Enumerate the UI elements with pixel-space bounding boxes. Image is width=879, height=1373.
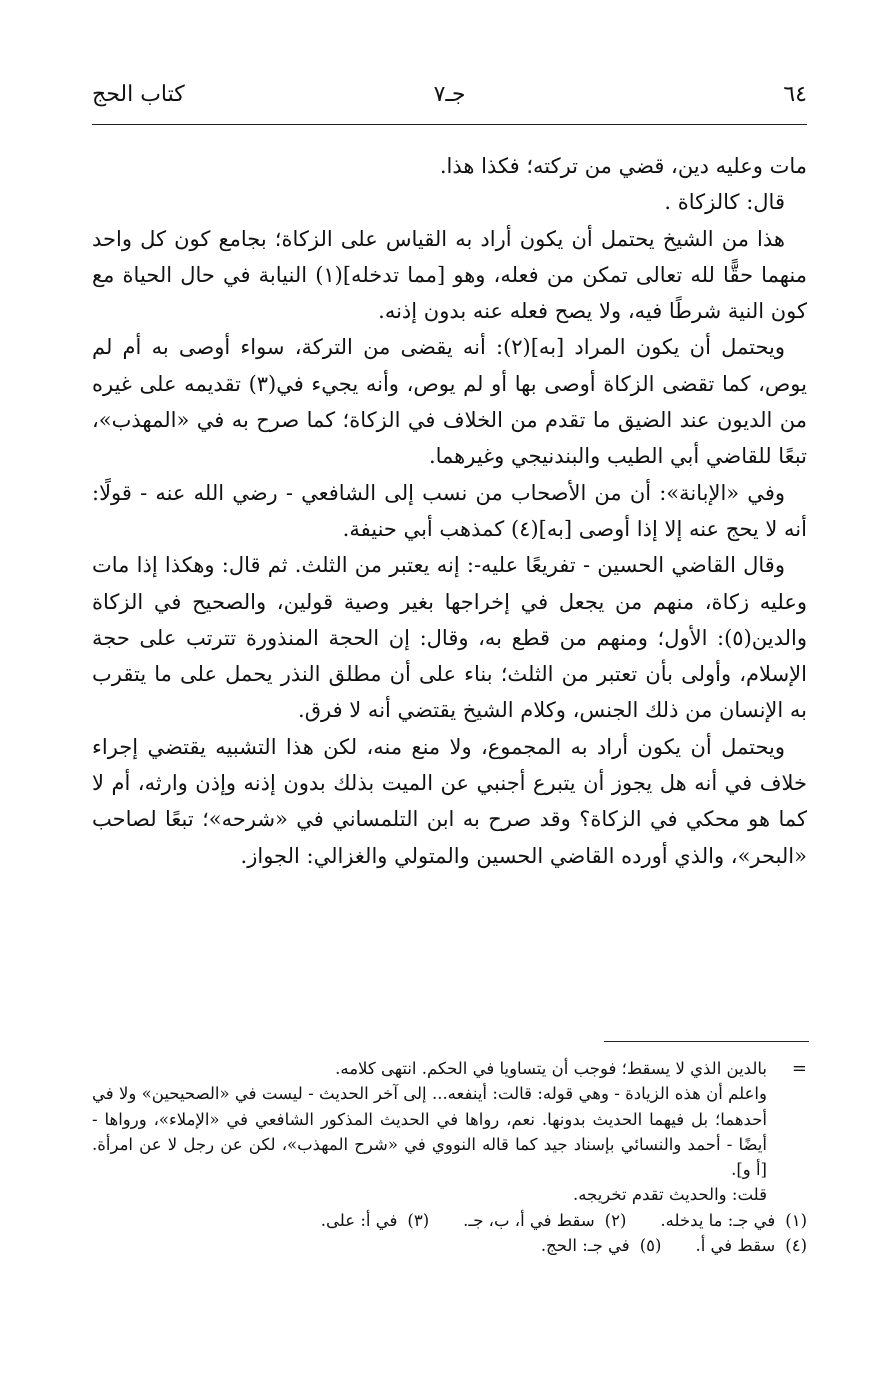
footnote-paragraph: واعلم أن هذه الزيادة - وهي قوله: قالت: أينفعه... إلى آخر الحديث - ليست في «الصحيحين» ولا في أحدهما؛ بل فيهما الحديث بدونها. نعم، رواها في الحديث المذكور الشافعي في «الإملاء»، ورواها - أيضًا - أحمد والنسائي بإسناد جيد كما قاله النووي في «شرح المهذب»، لكن عن رجل لا عن امرأة. [أ و]. — [92, 1084, 767, 1180]
paragraph: مات وعليه دين، قضي من تركته؛ فكذا هذا. — [439, 154, 807, 178]
footnote-paragraph: بالدين الذي لا يسقط؛ فوجب أن يتساويا في الحكم. انتهى كلامه. — [335, 1059, 767, 1078]
page-number: ٦٤ — [783, 82, 807, 107]
book-title: كتاب الحج — [92, 82, 185, 107]
paragraph: وقال القاضي الحسين - تفريعًا عليه-: إنه يعتبر من الثلث. ثم قال: وهكذا إذا مات وعليه زكاة، منهم من يجعل في إخراجها بغير وصية قولين، والصحيح في الزكاة والدين(٥): الأول؛ ومنهم من قطع به، وقال: إن الحجة المنذورة تترتب على حجة الإسلام، وأولى بأن تعتبر من الثلث؛ بناء على أن مطلق النذر يحمل على ما يتقرب به الإنسان من ذلك الجنس، وكلام الشيخ يقتضي أنه لا فرق. — [92, 553, 807, 723]
footnote-number: (١) — [785, 1210, 807, 1230]
footnotes — [92, 1056, 807, 1258]
header-rule — [92, 124, 807, 125]
footnote-text: في جـ: ما يدخله. — [660, 1210, 776, 1230]
footnote-entry — [695, 1233, 807, 1258]
main-text — [92, 148, 807, 874]
footnote-number: (٥) — [639, 1236, 662, 1256]
footnote-entry — [321, 1208, 429, 1233]
footnote-text: سقط في أ. — [695, 1236, 776, 1256]
paragraph: ويحتمل أن يكون المراد [به](٢): أنه يقضى من التركة، سواء أوصى به أم لم يوص، كما تقضى الزكاة أوصى بها أو لم يوص، وأنه يجيء في(٣) تقديمه على غيره من الديون عند الضيق ما تقدم من الخلاف في الزكاة؛ كما صرح به في «المهذب»، تبعًا للقاضي أبي الطيب والبندنيجي وغيرهما. — [92, 335, 807, 469]
paragraph: ويحتمل أن يكون أراد به المجموع، ولا منع منه، لكن هذا التشبيه يقتضي إجراء خلاف في أنه هل يجوز أن يتبرع أجنبي عن الميت بذلك بدون إذنه وإذن وارثه، أم لا كما هو محكي في الزكاة؟ وقد صرح به ابن التلمساني في «شرحه»؛ تبعًا لصاحب «البحر»، والذي أورده القاضي الحسين والمتولي والغزالي: الجواز. — [92, 734, 807, 868]
paragraph: وفي «الإبانة»: أن من الأصحاب من نسب إلى الشافعي - رضي الله عنه - قولًا: أنه لا يحج عنه إلا إذا أوصى [به](٤) كمذهب أبي حنيفة. — [92, 480, 807, 541]
footnote-row — [92, 1233, 807, 1258]
footnote-entry — [463, 1208, 626, 1233]
footnote-entry — [660, 1208, 807, 1233]
footnote-rule — [604, 1041, 809, 1042]
footnote-row — [92, 1208, 807, 1233]
volume-label: جـ٧ — [433, 82, 466, 107]
footnote-text: سقط في أ، ب، جـ. — [463, 1210, 595, 1230]
footnote-continuation — [92, 1056, 807, 1208]
footnote-number: (٣) — [407, 1210, 430, 1230]
footnote-number: (٢) — [604, 1210, 627, 1230]
continuation-mark: = — [791, 1058, 807, 1079]
footnote-paragraph: قلت: والحديث تقدم تخريجه. — [572, 1185, 767, 1205]
footnote-text: في جـ: الحج. — [540, 1236, 630, 1256]
footnote-entry — [541, 1233, 662, 1258]
footnote-number: (٤) — [785, 1236, 807, 1256]
paragraph: قال: كالزكاة . — [664, 190, 785, 215]
footnote-text: في أ: على. — [320, 1210, 398, 1230]
running-header — [92, 80, 807, 116]
paragraph: هذا من الشيخ يحتمل أن يكون أراد به القياس على الزكاة؛ بجامع كون كل واحد منهما حقًّا لله تعالى تمكن من فعله، وهو [مما تدخله](١) النيابة في حال الحياة مع كون النية شرطًا فيه، ولا يصح فعله عنه بدون إذنه. — [92, 226, 807, 324]
